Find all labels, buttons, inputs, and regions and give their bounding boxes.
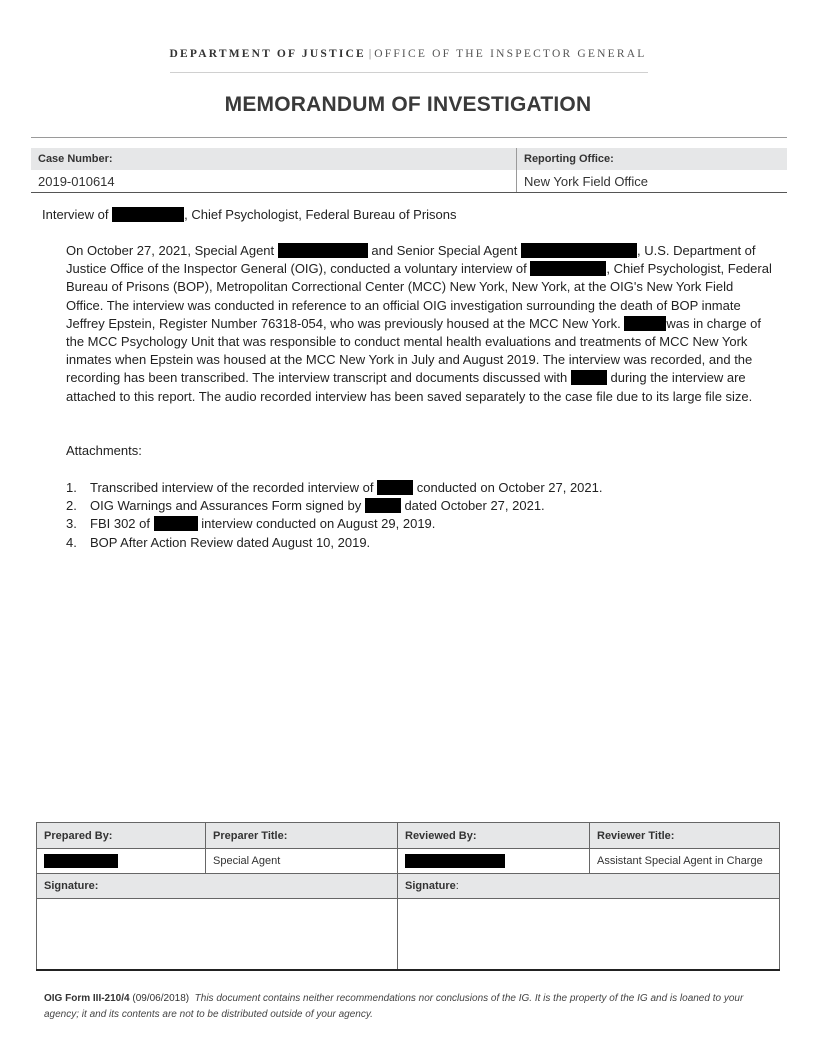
attachment-text: OIG Warnings and Assurances Form signed by [90,498,362,514]
signature-header-row [37,874,780,899]
list-item [66,497,602,515]
preparer-title-label: Preparer Title: [206,823,398,849]
reporting-office-label: Reporting Office: [517,148,788,170]
redaction-block [624,316,666,331]
review-header-row [37,823,780,849]
reporting-office-value: New York Field Office [517,170,788,193]
reviewer-signature-box [398,899,780,971]
signature-label-text: Signature [405,880,456,892]
signature-box-row [37,899,780,971]
list-item [66,515,602,533]
reviewer-title-label: Reviewer Title: [590,823,780,849]
redaction-block [530,261,606,276]
list-number: 4. [66,534,77,550]
subject-suffix: , Chief Psychologist, Federal Bureau of Prisons [184,207,457,222]
form-footer [44,991,776,1022]
case-info-header-row [31,148,787,170]
attachment-text: Transcribed interview of the recorded interview of [90,480,374,495]
attachment-text: conducted on October 27, 2021. [416,480,603,495]
document-title: MEMORANDUM OF INVESTIGATION [224,93,592,116]
list-number: 3. [66,516,77,532]
title-divider [31,137,787,138]
body-text-segment: , U.S. Department of Justice Office of the Inspector General (OIG), conducted a voluntary interview of [66,243,756,277]
attachment-text: BOP After Action Review dated August 10, 2019. [90,534,371,550]
agency-divider [170,72,648,73]
preparer-signature-box [37,899,398,971]
prepared-by-label: Prepared By: [37,823,206,849]
agency-name: DEPARTMENT OF JUSTICE [169,48,366,60]
attachments-heading: Attachments: [66,443,142,458]
redaction-block [365,498,401,513]
redaction-block [377,480,413,495]
redaction-block [405,854,505,868]
case-number-label: Case Number: [31,148,517,170]
body-text-segment: , Chief Psychologist, Federal Bureau of Prisons (BOP), Metropolitan Correctional Center (MCC) New York, New York, at the OIG's New York Field Office. The interview was conducted in reference to an official OIG investigation surrounding the death of BOP inmate Jeffrey Epstein, Register Number 76318-054, who was previously housed at the MCC New York. [66,261,772,331]
redaction-block [44,854,118,868]
form-id: OIG Form III-210/4 [44,993,130,1004]
list-item [66,534,602,552]
redaction-block [112,207,184,222]
preparer-signature-label: Signature: [37,874,398,899]
attachment-text: interview conducted on August 29, 2019. [201,516,436,532]
preparer-title-value: Special Agent [206,849,398,874]
case-info-table [31,148,787,193]
reviewer-signature-label [398,874,780,899]
redaction-block [571,370,607,385]
redaction-block [521,243,637,258]
memo-body-paragraph [66,242,774,406]
interview-subject-line [42,207,457,222]
attachment-text: FBI 302 of [90,516,150,532]
subject-prefix: Interview of [42,207,109,222]
agency-header [0,48,816,60]
attachments-list [66,479,602,552]
footer-disclaimer: This document contains neither recommendations nor conclusions of the IG. It is the property of the IG and is loaned to your agency; it and its contents are not to be distributed outside of your agency. [44,993,744,1020]
body-text-segment: was in charge of the MCC Psychology Unit that was responsible to conduct mental health evaluations and treatments of MCC New York inmates when Epstein was housed at the MCC New York in July and August 2019. The interview was recorded, and the recording has been transcribed. The interview transcript and documents discussed with [66,315,762,386]
reviewed-by-label: Reviewed By: [398,823,590,849]
attachment-text: dated October 27, 2021. [404,498,545,514]
redaction-block [278,243,368,258]
reviewed-by-value [398,849,590,874]
review-value-row [37,849,780,874]
agency-separator: | [368,48,372,60]
office-name: OFFICE OF THE INSPECTOR GENERAL [374,48,647,60]
body-text-segment: On October 27, 2021, Special Agent [66,243,275,258]
redaction-block [154,516,198,531]
list-item [66,479,602,497]
case-info-value-row [31,170,787,193]
prepared-by-value [37,849,206,874]
signature-label-colon: : [455,880,459,892]
reviewer-title-value: Assistant Special Agent in Charge [590,849,780,874]
list-number: 2. [66,498,77,514]
list-number: 1. [66,480,77,495]
form-date: (09/06/2018) [132,993,190,1004]
case-number-value: 2019-010614 [31,170,517,193]
review-signature-table [36,822,780,971]
body-text-segment: and Senior Special Agent [371,243,518,258]
body-text-segment: during the interview are attached to this report. The audio recorded interview has been saved separately to the case file due to its large file size. [66,370,753,404]
